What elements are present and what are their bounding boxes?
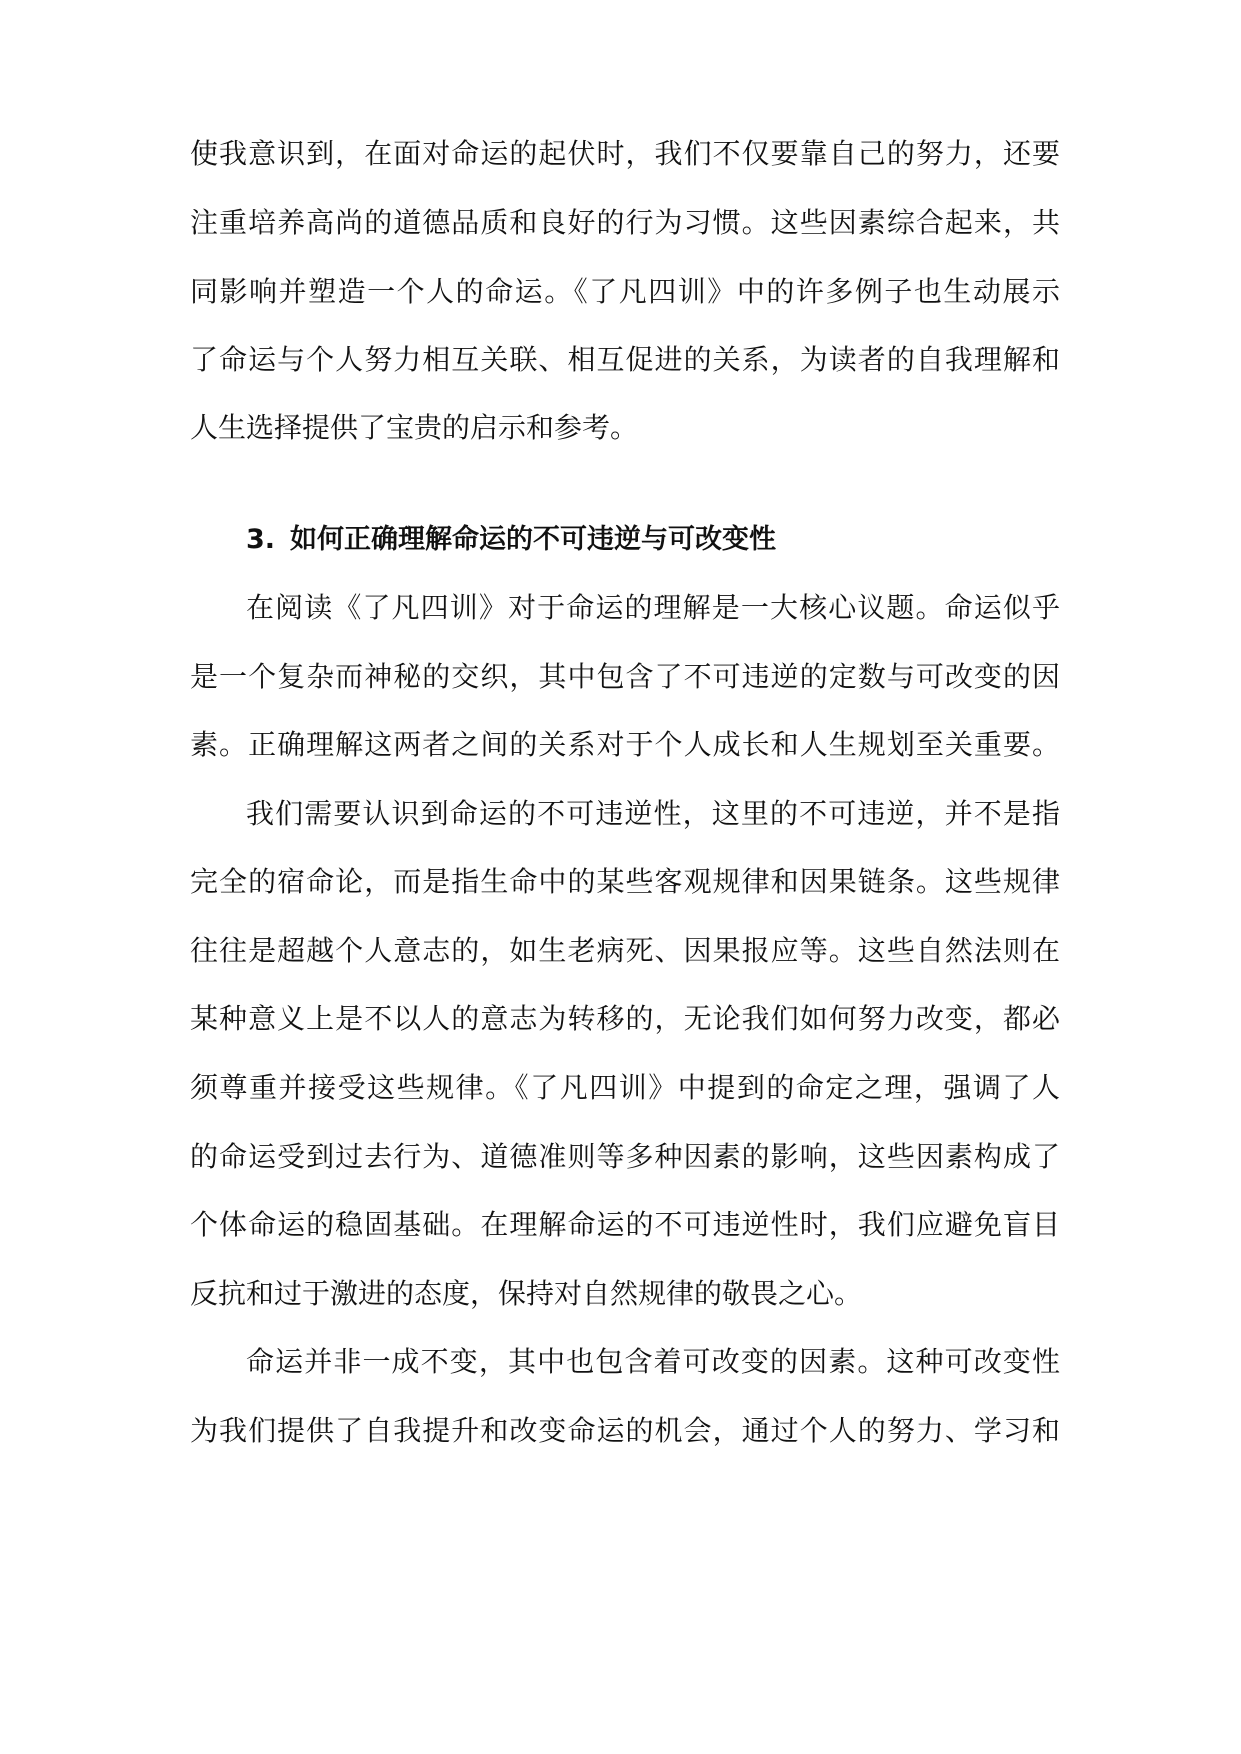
paragraph-1-line-3: 同影响并塑造一个人的命运。《了凡四训》中的许多例子也生动展示 [190, 275, 1060, 308]
paragraph-4-line-1: 命运并非一成不变，其中也包含着可改变的因素。这种可改变性 [246, 1345, 1060, 1378]
paragraph-3-line-5: 须尊重并接受这些规律。《了凡四训》中提到的命定之理，强调了人 [190, 1071, 1060, 1104]
paragraph-3-line-3: 往往是超越个人意志的，如生老病死、因果报应等。这些自然法则在 [190, 934, 1060, 967]
paragraph-3-line-4: 某种意义上是不以人的意志为转移的，无论我们如何努力改变，都必 [190, 1002, 1060, 1035]
paragraph-3-line-7: 个体命运的稳固基础。在理解命运的不可违逆性时，我们应避免盲目 [190, 1208, 1060, 1241]
paragraph-2-line-1: 在阅读《了凡四训》对于命运的理解是一大核心议题。命运似乎 [246, 591, 1060, 624]
paragraph-3-line-2: 完全的宿命论，而是指生命中的某些客观规律和因果链条。这些规律 [190, 865, 1060, 898]
paragraph-3-line-6: 的命运受到过去行为、道德准则等多种因素的影响，这些因素构成了 [190, 1140, 1060, 1173]
section-title: 如何正确理解命运的不可违逆与可改变性 [290, 524, 776, 555]
section-heading [246, 518, 776, 562]
paragraph-1-line-1: 使我意识到，在面对命运的起伏时，我们不仅要靠自己的努力，还要 [190, 137, 1060, 170]
section-number: 3. [246, 524, 276, 555]
paragraph-3-line-8: 反抗和过于激进的态度，保持对自然规律的敬畏之心。 [190, 1277, 863, 1310]
paragraph-2-line-2: 是一个复杂而神秘的交织，其中包含了不可违逆的定数与可改变的因 [190, 660, 1060, 693]
paragraph-3-line-1: 我们需要认识到命运的不可违逆性，这里的不可违逆，并不是指 [246, 797, 1060, 830]
paragraph-1-line-4: 了命运与个人努力相互关联、相互促进的关系，为读者的自我理解和 [190, 343, 1060, 376]
paragraph-2-line-3: 素。正确理解这两者之间的关系对于个人成长和人生规划至关重要。 [190, 728, 1060, 761]
paragraph-4-line-2: 为我们提供了自我提升和改变命运的机会，通过个人的努力、学习和 [190, 1414, 1060, 1447]
paragraph-1-line-2: 注重培养高尚的道德品质和良好的行为习惯。这些因素综合起来，共 [190, 206, 1060, 239]
paragraph-1-line-5: 人生选择提供了宝贵的启示和参考。 [190, 411, 639, 444]
